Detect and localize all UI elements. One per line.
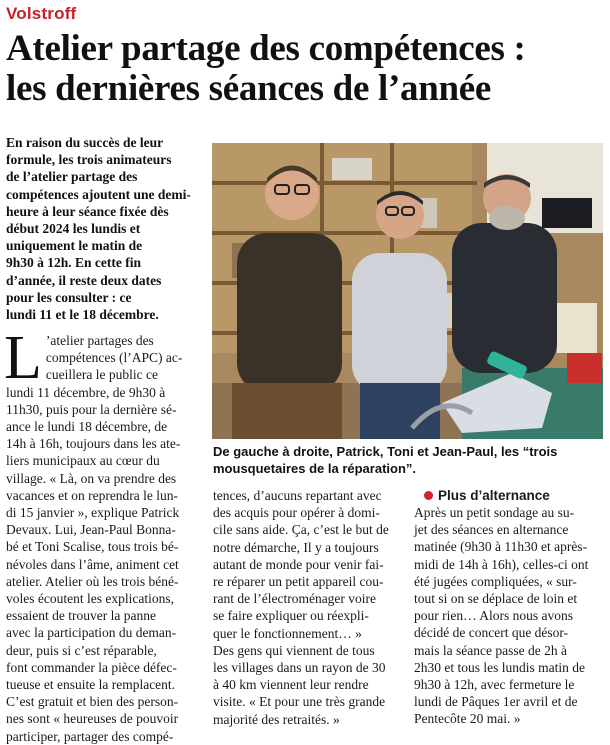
text-line: jet des séances en alternance bbox=[414, 522, 569, 538]
text-line: autant de monde pour venir fai- bbox=[213, 556, 384, 572]
text-line: se faire expliquer ou réexpli- bbox=[213, 608, 369, 624]
article-photo bbox=[212, 143, 603, 439]
text-line: village. « Là, on va prendre des bbox=[6, 470, 177, 486]
kicker-location: Volstroff bbox=[6, 4, 77, 23]
text-line: heure à leur séance fixée dès bbox=[6, 203, 169, 219]
text-line: Pentecôte 20 mai. » bbox=[414, 711, 521, 727]
text-line: avec la participation du deman- bbox=[6, 625, 177, 641]
text-line: 9h30 à 12h. En cette fin bbox=[6, 255, 141, 271]
text-line: névoles dans l’âme, animent cet bbox=[6, 556, 179, 572]
text-line: 2h30 et tous les lundis matin de bbox=[414, 659, 585, 675]
text-line: tences, d’aucuns repartant avec bbox=[213, 488, 382, 503]
text-line: uniquement le matin de bbox=[6, 238, 143, 254]
subhead-text: Plus d’alternance bbox=[438, 488, 550, 503]
text-line: midi de 14h à 16h), celles-ci ont bbox=[414, 556, 589, 572]
text-line: été jugées compliquées, « sur- bbox=[414, 573, 577, 589]
text-line: tout si on se déplace de loin et bbox=[414, 591, 578, 607]
text-line: tueuse et ensuite la remplacent. bbox=[6, 677, 176, 693]
column-1-body bbox=[6, 384, 206, 745]
headline-line: Atelier partage des compétences : bbox=[6, 28, 526, 69]
headline-line: les dernières séances de l’année bbox=[6, 68, 492, 109]
text-line: lundi 11 et le 18 décembre. bbox=[6, 307, 159, 323]
text-line: compétences ajoutent une demi- bbox=[6, 186, 191, 202]
article-column-2 bbox=[213, 487, 408, 728]
text-line: à 40 km viennent leur rendre bbox=[213, 677, 369, 693]
text-line: Devaux. Lui, Jean-Paul Bonna- bbox=[6, 522, 176, 538]
text-line: de l’atelier partage des bbox=[6, 169, 138, 185]
text-line: Après un petit sondage au su- bbox=[414, 505, 575, 520]
bullet-dot-icon bbox=[424, 491, 433, 500]
text-line: mais la séance passe de 2h à bbox=[414, 642, 567, 658]
text-line: début 2024 les lundis et bbox=[6, 221, 141, 237]
text-line: ’atelier partages des bbox=[45, 333, 154, 348]
text-line: voles écoutent les explications, bbox=[6, 591, 174, 607]
text-line: font commander la pièce défec- bbox=[6, 659, 177, 675]
text-line: majorité des retraités. » bbox=[213, 711, 340, 727]
text-line: di 15 janvier », explique Patrick bbox=[6, 505, 180, 521]
text-line: 11h30, puis pour la dernière sé- bbox=[6, 401, 177, 417]
text-line: des acquis pour opérer à domi- bbox=[213, 505, 380, 521]
text-line: pour rien… Alors nous avons bbox=[414, 608, 573, 624]
article-column-1 bbox=[4, 324, 206, 745]
text-line: compétences (l’APC) ac- bbox=[45, 350, 183, 366]
text-line: cueillera le public ce bbox=[45, 367, 158, 383]
text-line: pour les consulter : ce bbox=[6, 289, 132, 305]
text-line: lundi 11 décembre, de 9h30 à bbox=[6, 384, 166, 400]
text-line: quer le fonctionnement… » bbox=[213, 625, 362, 641]
text-line: deur, puis si c’est réparable, bbox=[6, 642, 157, 658]
text-line: participer, partager des compé- bbox=[6, 728, 174, 744]
article-column-3 bbox=[414, 487, 608, 728]
text-line: Des gens qui viennent de tous bbox=[213, 642, 375, 658]
text-line: cile sans aide. Ça, c’est le but de bbox=[213, 522, 389, 538]
caption-line: mousquetaires de la réparation”. bbox=[213, 461, 417, 476]
section-subhead bbox=[414, 487, 608, 504]
text-line: les villages dans un rayon de 30 bbox=[213, 660, 386, 676]
text-line: rant de l’électroménager voire bbox=[213, 591, 377, 607]
photo-caption bbox=[213, 443, 608, 477]
text-line: notre démarche, Il y a toujours bbox=[213, 539, 379, 555]
text-line: formule, les trois animateurs bbox=[6, 152, 172, 168]
text-line: lundi de Pâques 1er avril et de bbox=[414, 694, 578, 710]
text-line: ance le lundi 18 décembre, de bbox=[6, 419, 168, 435]
text-line: matinée (9h30 à 11h30 et après- bbox=[414, 539, 588, 555]
workshop-photo-illustration bbox=[212, 143, 603, 439]
text-line: nes sont « heureuses de pouvoir bbox=[6, 711, 179, 727]
text-line: En raison du succès de leur bbox=[6, 135, 164, 150]
caption-line: De gauche à droite, Patrick, Toni et Jean-Paul, les “trois bbox=[213, 444, 558, 459]
dropcap: L bbox=[4, 324, 42, 392]
text-line: 14h à 16h, toujours dans les ate- bbox=[6, 436, 181, 452]
text-line: 9h30 à 12h, avec fermeture le bbox=[414, 677, 575, 693]
text-line: re réparer un petit appareil cou- bbox=[213, 574, 384, 590]
text-line: d’année, il reste deux dates bbox=[6, 272, 162, 288]
text-line: essaient de trouver la panne bbox=[6, 608, 156, 624]
text-line: bé et Toni Scalise, tous trois bé- bbox=[6, 539, 179, 555]
text-line: C’est gratuit et bien des person- bbox=[6, 694, 179, 710]
text-line: visite. « Et pour une très grande bbox=[213, 694, 386, 710]
column-3-body bbox=[414, 504, 608, 728]
headline bbox=[6, 29, 606, 109]
text-line: vacances et on reprendra le lun- bbox=[6, 487, 179, 503]
text-line: décidé de concert que désor- bbox=[414, 625, 569, 641]
lead-paragraph bbox=[6, 134, 206, 323]
text-line: liers municipaux au cœur du bbox=[6, 453, 160, 469]
text-line: atelier. Atelier où les trois béné- bbox=[6, 573, 179, 589]
